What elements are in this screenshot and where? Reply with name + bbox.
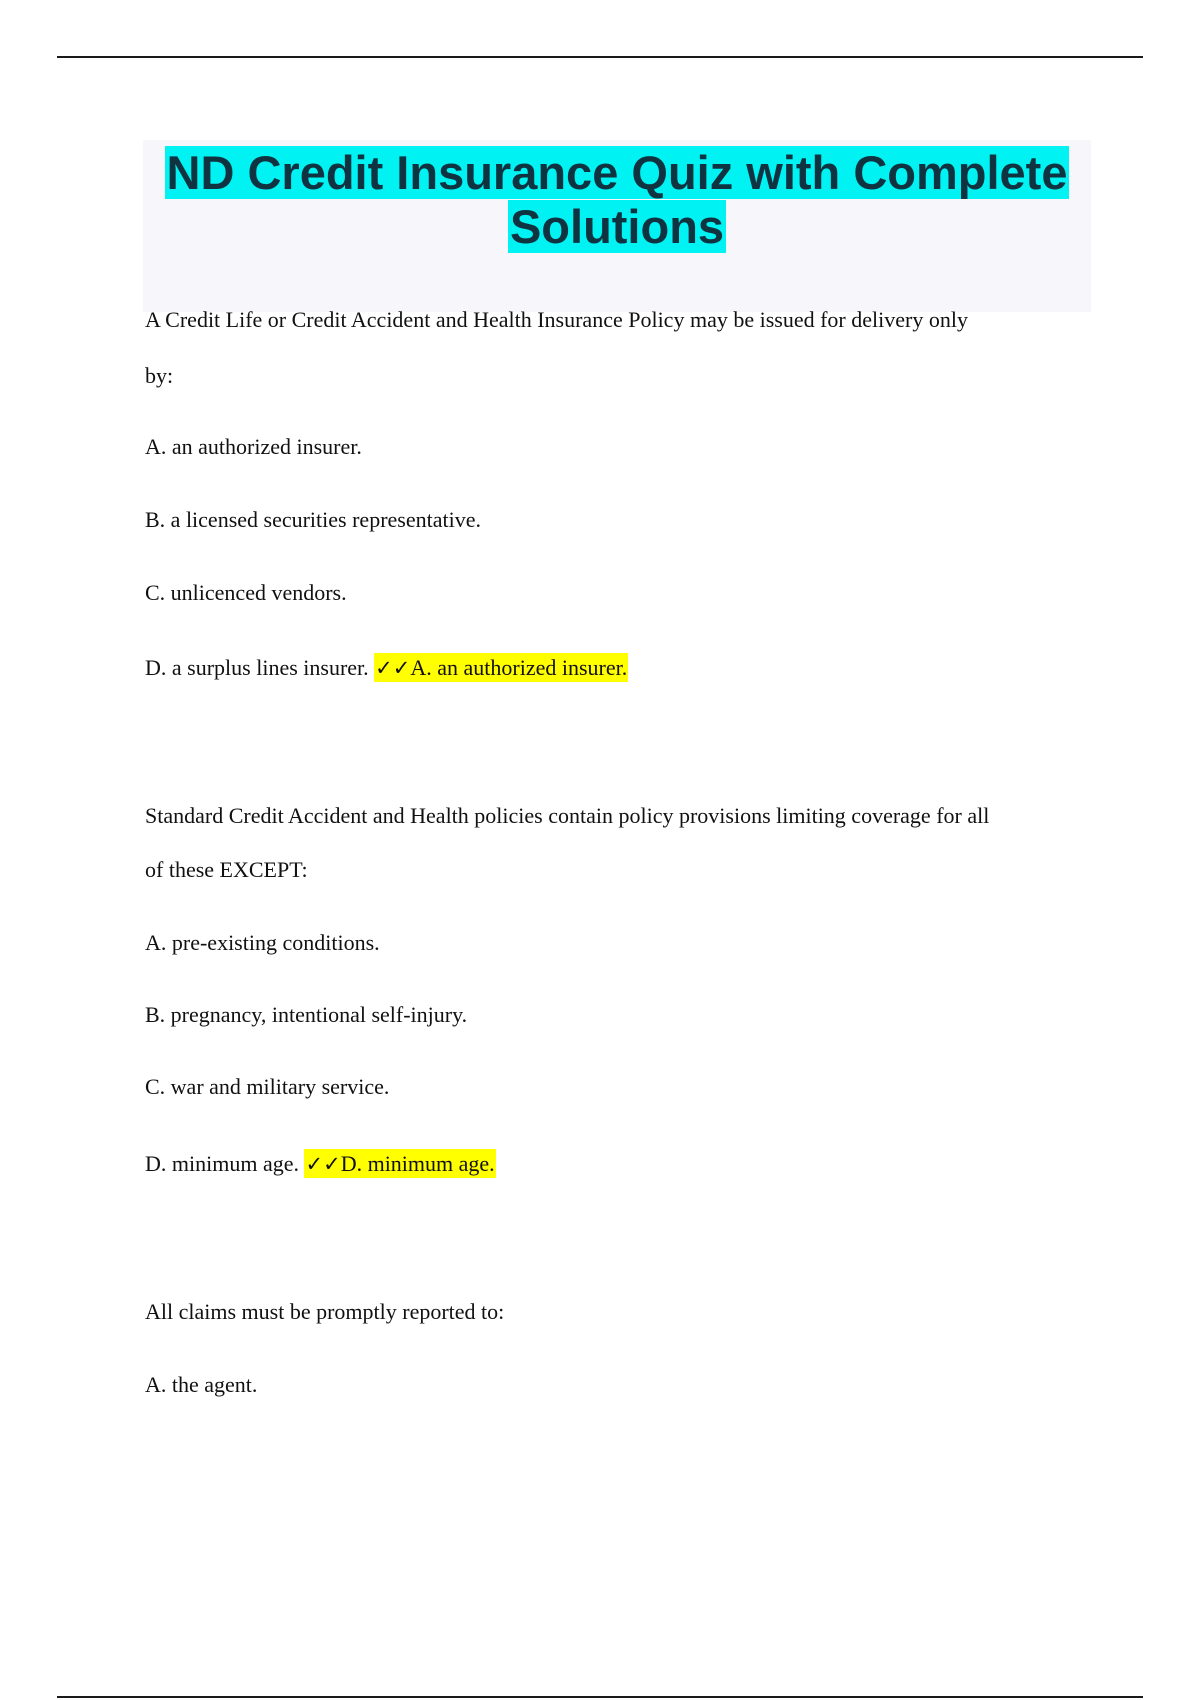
question-1-option-d-line (145, 654, 628, 682)
question-2-option-c: C. war and military service. (145, 1074, 390, 1099)
question-1-option-a: A. an authorized insurer. (145, 434, 362, 459)
question-1-option-d: D. a surplus lines insurer. (145, 655, 375, 680)
question-2-stem-line-1: Standard Credit Accident and Health policies contain policy provisions limiting coverage for all (145, 803, 990, 828)
top-rule (57, 56, 1143, 58)
question-2-option-d: D. minimum age. (145, 1151, 305, 1176)
question-2-answer-highlight (304, 1149, 495, 1178)
double-check-icon: ✓✓ (375, 656, 411, 680)
document-title (143, 140, 1091, 254)
question-1-stem-line-1: A Credit Life or Credit Accident and Health Insurance Policy may be issued for delivery only (145, 307, 968, 332)
double-check-icon: ✓✓ (305, 1152, 341, 1176)
question-2-option-b: B. pregnancy, intentional self-injury. (145, 1002, 468, 1027)
title-line-1: ND Credit Insurance Quiz with Complete (166, 146, 1068, 199)
question-2-option-d-line (145, 1150, 496, 1178)
question-3-stem-line-1: All claims must be promptly reported to: (145, 1299, 505, 1324)
question-1-stem-line-2: by: (145, 363, 174, 388)
question-1-answer-highlight (374, 653, 628, 682)
bottom-rule (57, 1696, 1143, 1698)
question-2-option-a: A. pre-existing conditions. (145, 930, 380, 955)
title-line-2: Solutions (509, 200, 725, 253)
title-block (143, 140, 1091, 312)
question-1-answer: A. an authorized insurer. (410, 655, 628, 680)
question-2-stem-line-2: of these EXCEPT: (145, 857, 308, 882)
question-2-answer: D. minimum age. (340, 1151, 495, 1176)
question-1-option-c: C. unlicenced vendors. (145, 580, 347, 605)
question-3-option-a: A. the agent. (145, 1372, 258, 1397)
question-1-option-b: B. a licensed securities representative. (145, 507, 481, 532)
